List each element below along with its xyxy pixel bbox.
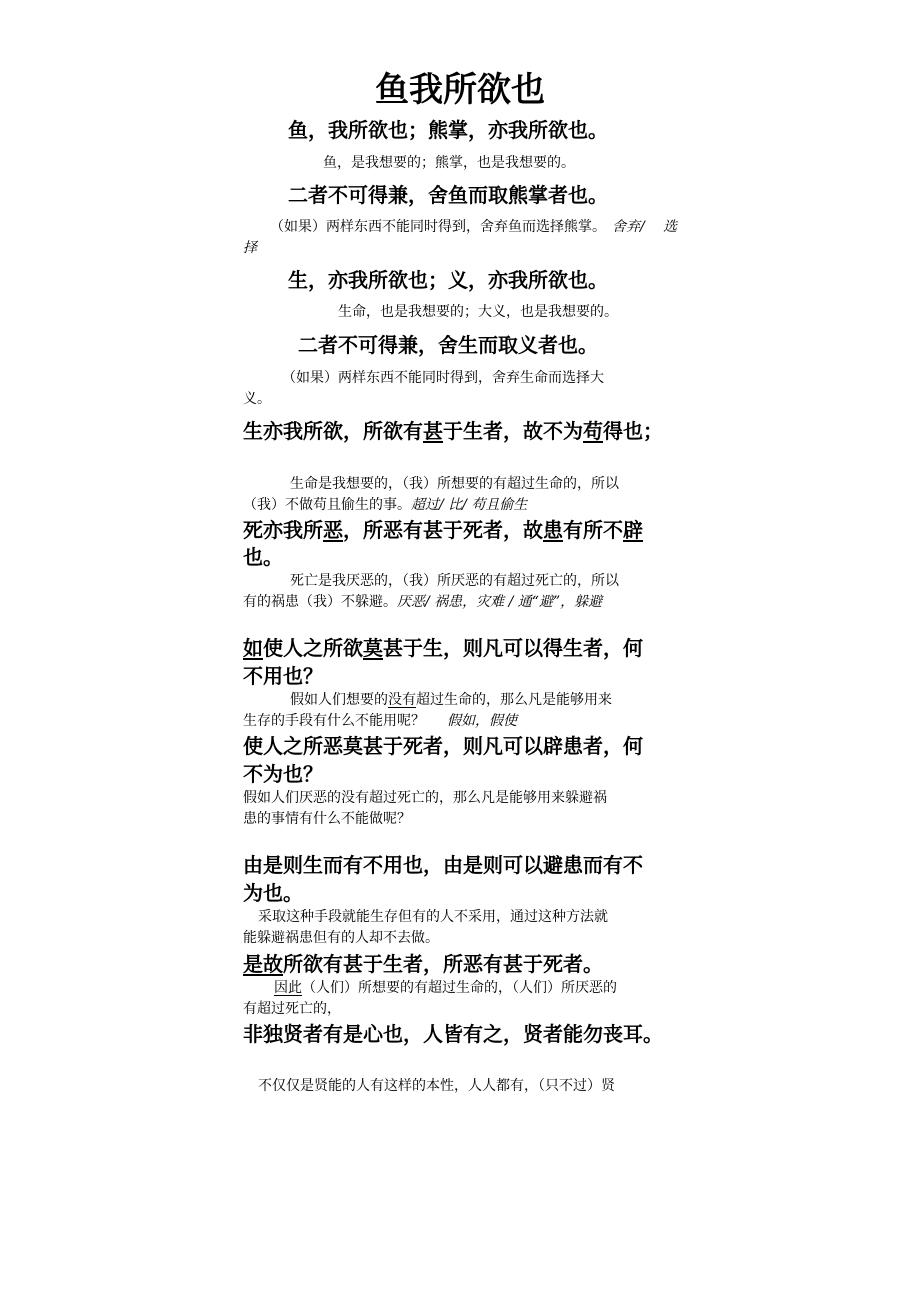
key-word: 恶 (323, 518, 343, 542)
translation-text: （人们）所想要的有超过生命的，（人们）所厌恶的 (302, 980, 617, 996)
classical-line: 生，亦我所欲也；义，亦我所欲也。 (288, 268, 608, 292)
text-run: 生亦我所欲，所欲有 (243, 419, 423, 443)
classical-line: 不用也？ (243, 664, 323, 688)
classical-line: 由是则生而有不用也，由是则可以避患而有不 (243, 853, 643, 877)
translation-line: 义。 (243, 391, 271, 407)
classical-line: 非独贤者有是心也，人皆有之，贤者能勿丧耳。 (243, 1022, 663, 1046)
text-run: 得也； (603, 419, 663, 443)
classical-line: 二者不可得兼，舍生而取义者也。 (298, 333, 598, 357)
classical-line (243, 950, 603, 978)
gloss-note: 舍弃/ 选 (612, 219, 678, 235)
classical-line (243, 417, 663, 445)
translation-text: （我）不做苟且偷生的事。 (243, 497, 411, 513)
gloss-note: 超过/ 比/ 苟且偷生 (411, 497, 528, 513)
translation-line (243, 495, 527, 516)
translation-line: 生命，也是我想要的；大义，也是我想要的。 (338, 304, 618, 320)
key-word: 苟 (583, 419, 603, 443)
translation-line: 能躲避祸患但有的人却不去做。 (243, 930, 439, 946)
key-word: 患 (543, 518, 563, 542)
classical-line (243, 634, 643, 662)
classical-line: 也。 (243, 545, 283, 569)
gloss-note: 厌恶/ 祸患，灾难 / 通“避”，躲避 (397, 594, 603, 610)
text-run: ，所恶有甚于死者，故 (343, 518, 543, 542)
translation-line (243, 592, 602, 613)
text-run: 所欲有甚于生者，所恶有甚于死者。 (283, 952, 603, 976)
translation-line: 死亡是我厌恶的，（我）所厌恶的有超过死亡的，所以 (290, 573, 619, 589)
text-run: 甚于生，则凡可以得生者，何 (383, 636, 643, 660)
gloss-note: 择 (243, 240, 257, 256)
key-word: 是故 (243, 952, 283, 976)
text-run: 于生者，故不为 (443, 419, 583, 443)
key-word: 如 (243, 636, 263, 660)
translation-line: 患的事情有什么不能做呢？ (243, 811, 411, 827)
translation-text: 生存的手段有什么不能用呢？ (243, 713, 425, 729)
key-word: 莫 (363, 636, 383, 660)
text-run: 死亦我所 (243, 518, 323, 542)
translation-line (270, 217, 677, 238)
classical-line: 不为也？ (243, 762, 323, 786)
translation-line: 假如人们厌恶的没有超过死亡的，那么凡是能够用来躲避祸 (243, 790, 607, 806)
page-title: 鱼我所欲也 (375, 70, 545, 110)
key-word: 甚 (423, 419, 443, 443)
translation-line: 有超过死亡的， (243, 1001, 341, 1017)
translation-line: 不仅仅是贤能的人有这样的本性，人人都有，（只不过）贤 (258, 1078, 615, 1094)
classical-line: 二者不可得兼，舍鱼而取熊掌者也。 (288, 183, 608, 207)
translation-text: 有的祸患（我）不躲避。 (243, 594, 397, 610)
key-word: 辟 (623, 518, 643, 542)
key-word: 因此 (274, 980, 302, 996)
key-word: 没有 (388, 692, 416, 708)
classical-line: 为也。 (243, 881, 303, 905)
text-run: 有所不 (563, 518, 623, 542)
translation-line (274, 978, 617, 999)
translation-line: 鱼，是我想要的；熊掌，也是我想要的。 (323, 155, 575, 171)
translation-text: 假如人们想要的 (290, 692, 388, 708)
classical-line: 使人之所恶莫甚于死者，则凡可以辟患者，何 (243, 734, 643, 758)
translation-line: 采取这种手段就能生存但有的人不采用，通过这种方法就 (258, 909, 608, 925)
gloss-note: 假如，假使 (447, 713, 517, 729)
translation-line: 生命是我想要的，（我）所想要的有超过生命的，所以 (290, 476, 619, 492)
translation-line: （如果）两样东西不能同时得到，舍弃生命而选择大 (282, 370, 604, 386)
translation-line (290, 690, 612, 711)
classical-line (243, 516, 643, 544)
text-run: 使人之所欲 (263, 636, 363, 660)
translation-text: 超过生命的，那么凡是能够用来 (416, 692, 612, 708)
classical-line: 鱼，我所欲也；熊掌，亦我所欲也。 (288, 118, 608, 142)
translation-text: （如果）两样东西不能同时得到，舍弃鱼而选择熊掌。 (270, 219, 606, 235)
translation-line (243, 711, 517, 732)
